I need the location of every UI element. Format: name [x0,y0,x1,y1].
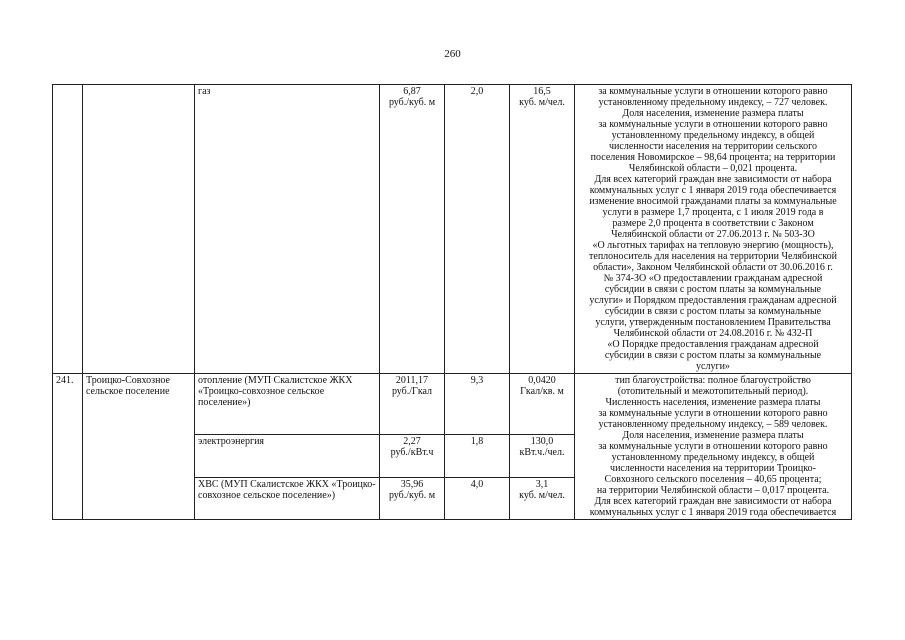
cell-norm-electricity [510,435,575,477]
description-line: «О Порядке предоставления гражданам адресной [607,339,819,350]
cell-tariff-cold-water [380,477,445,519]
norm-unit: куб. м/чел. [519,489,565,501]
description-line: изменение вносимой гражданами платы за коммунальные [589,196,837,207]
description-line: № 374-ЗО «О предоставлении гражданам адресной [603,273,823,284]
description-line: Доля населения, изменение размера платы [622,430,804,441]
norm-value: 16,5 [533,86,551,97]
tariff-unit: руб./Гкал [391,386,433,397]
description-line: теплоноситель для населения на территории Челябинской [589,251,837,262]
cell-number-empty [53,85,83,374]
description-line: за коммунальные услуги в отношении которого равно [598,441,828,452]
description-line: Челябинской области – 0,021 процента. [628,163,798,174]
description-line: размере 2,0 процента в соответствии с Законом [612,218,814,229]
cell-service-gas: газ [195,85,380,374]
cell-settlement-name: Троицко-Совхозное сельское поселение [83,374,195,520]
cell-norm-heating [510,374,575,435]
cell-service-electricity: электроэнергия [195,435,380,477]
cell-row-number: 241. [53,374,83,520]
description-line: коммунальных услуг с 1 января 2019 года обеспечивается [589,185,837,196]
description-line: услуги, утвержденным постановлением Правительства [595,317,831,328]
tariff-unit: руб./куб. м [388,97,436,108]
description-line: Численность населения, изменение размера платы [605,397,821,408]
description-line: Челябинской области от 24.08.2016 г. № 432-П [613,328,813,339]
norm-unit: куб. м/чел. [519,97,565,108]
cell-norm-cold-water [510,477,575,519]
cell-percent-gas: 2,0 [445,85,510,374]
description-line: Доля населения, изменение размера платы [622,108,804,119]
cell-tariff-gas [380,85,445,374]
description-line: Для всех категорий граждан вне зависимости от набора [594,496,832,507]
norm-value: 130,0 [530,436,554,448]
description-line: (отопительный и межотопительный период). [617,386,809,397]
cell-service-heating: отопление (МУП Скалистское ЖКХ «Троицко-совхозное сельское поселение») [195,374,380,435]
description-line: численности населения на территории сельского [609,141,817,152]
cell-description-gas [575,85,852,374]
description-line: услуги» и Порядком предоставления гражданам адресной [589,295,837,306]
description-line: области», Законом Челябинской области от 30.06.2016 г. [593,262,833,273]
tariff-value: 2011,17 [395,375,429,386]
cell-settlement-empty [83,85,195,374]
description-line: субсидии в связи с ростом платы за коммунальные [604,350,822,361]
description-line: коммунальных услуг с 1 января 2019 года обеспечивается [589,507,837,518]
cell-percent-electricity: 1,8 [445,435,510,477]
cell-percent-heating: 9,3 [445,374,510,435]
table-row-gas [53,85,852,374]
tariff-table [52,84,852,520]
description-line: установленному предельному индексу, – 589 человек. [598,419,828,430]
description-line: за коммунальные услуги в отношении которого равно [598,408,828,419]
description-line: поселения Новомирское – 98,64 процента; на территории [590,152,836,163]
description-line: тип благоустройства: полное благоустройство [615,375,811,386]
description-line: за коммунальные услуги в отношении которого равно [598,86,828,97]
cell-service-cold-water: ХВС (МУП Скалистское ЖКХ «Троицко-совхозное сельское поселение») [195,477,380,519]
tariff-value: 6,87 [403,86,421,97]
description-line: услуги в размере 1,7 процента, с 1 июля 2019 года в [602,207,824,218]
description-text [578,86,848,372]
cell-tariff-heating [380,374,445,435]
cell-tariff-electricity [380,435,445,477]
description-line: субсидии в связи с ростом платы за коммунальные [604,284,822,295]
description-line: установленному предельному индексу, в общей [611,130,815,141]
description-line: Совхозного сельского поселения – 40,65 процента; [604,474,822,485]
description-line: Для всех категорий граждан вне зависимости от набора [594,174,832,185]
description-line: за коммунальные услуги в отношении которого равно [598,119,828,130]
description-line: субсидии в связи с ростом платы за коммунальные [604,306,822,317]
description-line: услуги» [696,361,730,372]
table-row-241-heating [53,374,852,435]
tariff-value: 2,27 [403,436,421,448]
description-line: установленному предельному индексу, – 727 человек. [598,97,828,108]
norm-unit: кВт.ч./чел. [519,447,565,459]
norm-value: 0,0420 [528,375,556,386]
description-line: «О льготных тарифах на тепловую энергию (мощность), [592,240,834,251]
cell-description-241 [575,374,852,520]
tariff-unit: руб./куб. м [388,489,436,501]
description-line: Челябинской области от 27.06.2013 г. № 503-ЗО [611,229,815,240]
cell-percent-cold-water: 4,0 [445,477,510,519]
page-number: 260 [444,48,461,60]
description-line: численности населения на территории Троицко- [610,463,816,474]
tariff-value: 35,96 [400,478,424,490]
description-line: установленному предельному индексу, в общей [611,452,815,463]
norm-value: 3,1 [535,478,549,490]
norm-unit: Гкал/кв. м [520,386,564,397]
tariff-unit: руб./кВт.ч [390,447,434,459]
description-line: на территории Челябинской области – 0,017 процента. [596,485,830,496]
description-text [578,375,848,518]
cell-norm-gas [510,85,575,374]
